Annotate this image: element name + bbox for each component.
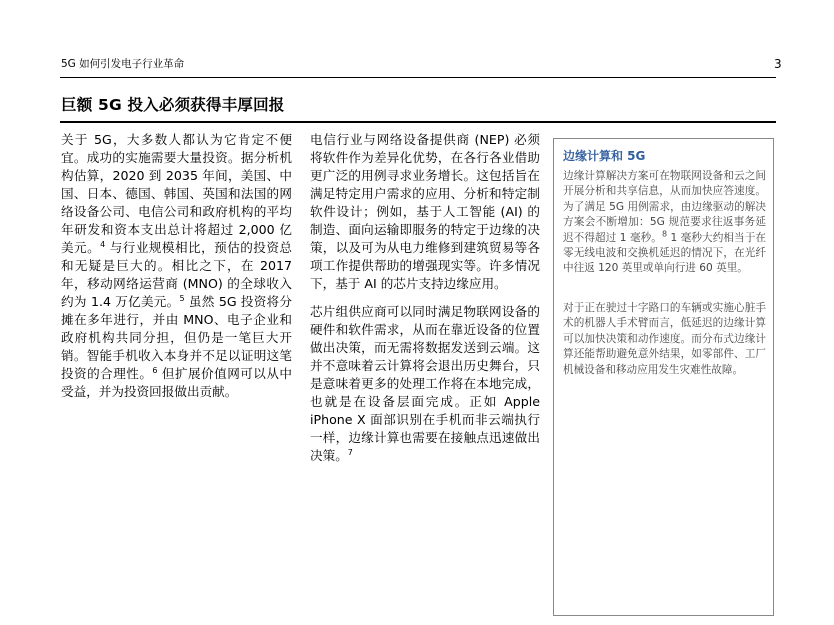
paragraph-text: 芯片组供应商可以同时满足物联网设备的硬件和软件需求，从而在靠近设备的位置做出决策，而无需将数据发送到云端。这并不意味着云计算将会退出历史舞台，只是意味着更多的处理工作将在本地完成，也就是在设备层面完成。正如 Apple iPhone X 面部识别在手机而非云端执行一样，边缘计算也需要在接触点迅速做出决策。 <box>310 304 540 463</box>
document-title: 5G 如何引发电子行业革命 <box>61 58 185 70</box>
paragraph-text: 关于 5G，大多数人都认为它肯定不便宜。成功的实施需要大量投资。据分析机构估算，2020 到 2035 年间，美国、中国、日本、德国、韩国、英国和法国的网络设备公司、电信公司和政府机构的平均年研发和资本支出总计将超过 2,000 亿美元。 <box>61 132 292 255</box>
sidebar-box <box>553 138 774 616</box>
footnote-ref: 8 <box>661 229 668 239</box>
paragraph-text: 但扩展价值网可以从中受益，并为投资回报做出贡献。 <box>61 366 292 399</box>
paragraph <box>61 131 292 401</box>
section-divider <box>60 121 776 123</box>
footnote-ref: 5 <box>179 293 185 303</box>
sidebar-title: 边缘计算和 5G <box>563 149 646 163</box>
footnote-ref: 4 <box>100 239 106 249</box>
paragraph-text: 与行业规模相比，预估的投资总和无疑是巨大的。相比之下，在 2017 年，移动网络运营商 (MNO) 的全球收入约为 1.4 万亿美元。 <box>61 240 293 309</box>
paragraph <box>310 303 540 465</box>
page-number: 3 <box>774 57 782 71</box>
sidebar-paragraph: 对于正在驶过十字路口的车辆或实施心脏手术的机器人手术臂而言，低延迟的边缘计算可以加快决策和动作速度。而分布式边缘计算还能帮助避免意外结果，如零部件、工厂机械设备和移动应用发生灾难性故障。 <box>563 302 766 376</box>
sidebar-text: 1 毫秒大约相当于在零无线电波和交换机延迟的情况下，在光纤中往返 120 英里或单向行进 60 英里。 <box>563 231 766 275</box>
paragraph-text: 虽然 5G 投资将分摊在多年进行，并由 MNO、电子企业和政府机构共同分担，但仍是一笔巨大开销。智能手机收入本身并不足以证明这笔投资的合理性。 <box>61 294 292 381</box>
sidebar-text: 边缘计算解决方案可在物联网设备和云之间开展分析和共享信息，从而加快应答速度。为了满足 5G 用例需求，由边缘驱动的解决方案会不断增加：5G 规范要求往返事务延迟不得超过 1 毫秒。 <box>563 170 766 244</box>
sidebar-paragraph <box>563 169 766 277</box>
body-column-left <box>61 131 292 401</box>
section-heading: 巨额 5G 投入必须获得丰厚回报 <box>61 96 285 114</box>
body-column-middle <box>310 131 540 465</box>
footnote-ref: 6 <box>152 365 158 375</box>
paragraph: 电信行业与网络设备提供商 (NEP) 必须将软件作为差异化优势，在各行各业借助更广泛的用例寻求业务增长。这包括旨在满足特定用户需求的应用、分析和特定制软件设计；例如，基于人工智能 (AI) 的制造、面向运输即服务的特定于边缘的决策，以及可为从电力维修到建筑贸易等各项工作提供帮助的增强现实等。许多情况下，基于 AI 的芯片支持边缘应用。 <box>310 132 540 291</box>
footnote-ref: 7 <box>347 447 353 457</box>
header-divider <box>60 77 776 78</box>
